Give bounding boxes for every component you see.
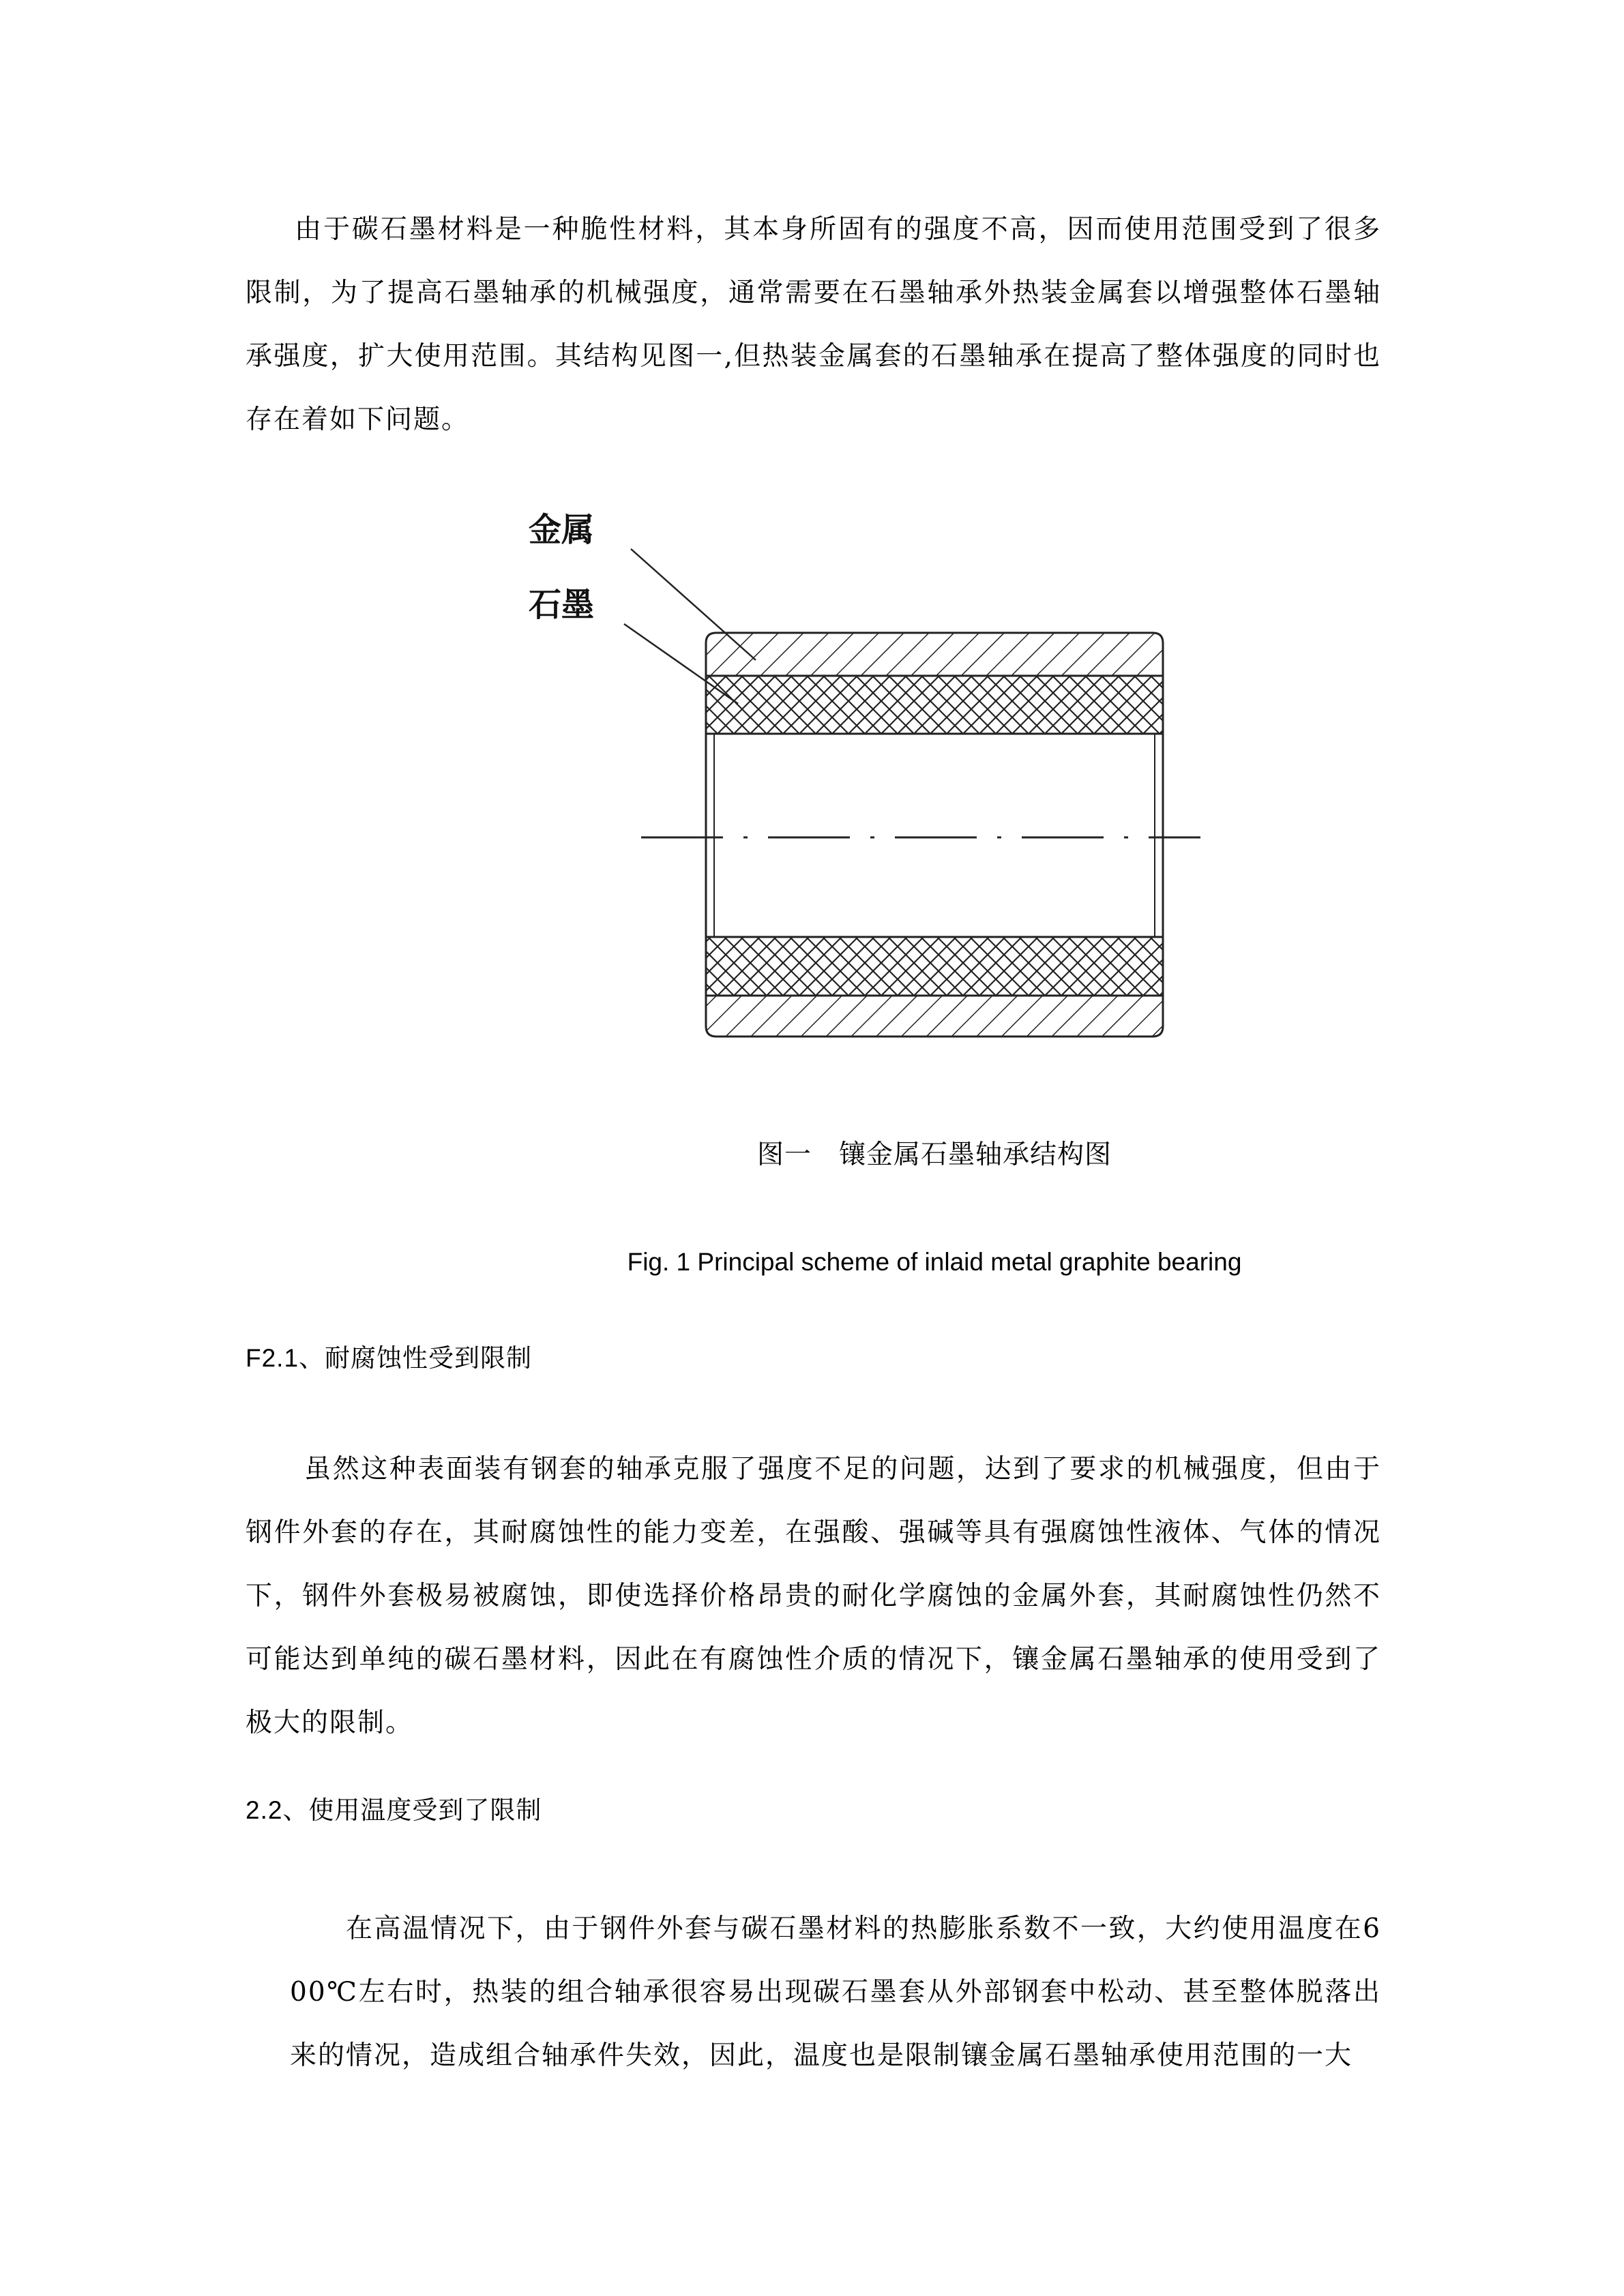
figure-caption-cn: 图一 镶金属石墨轴承结构图	[756, 1139, 1112, 1170]
figure-caption-en: Fig. 1 Principal scheme of inlaid metal graphite bearing	[627, 1248, 1242, 1276]
section-title: 、耐腐蚀性受到限制	[299, 1343, 533, 1373]
section-heading-2-1	[246, 1341, 532, 1375]
intro-paragraph: 由于碳石墨材料是一种脆性材料，其本身所固有的强度不高，因而使用范围受到了很多限制，为了提高石墨轴承的机械强度，通常需要在石墨轴承外热装金属套以增强整体石墨轴承强度，扩大使用范围。其结构见图一,但热装金属套的石墨轴承在提高了整体强度的同时也存在着如下问题。	[246, 214, 1381, 435]
top-metal-sleeve	[706, 633, 1163, 676]
section-number: F2.1	[246, 1344, 299, 1372]
top-graphite-sleeve	[706, 676, 1163, 734]
section-title: 、使用温度受到了限制	[282, 1795, 542, 1825]
section-2-2-paragraph: 在高温情况下，由于钢件外套与碳石墨材料的热膨胀系数不一致，大约使用温度在600℃左右时，热装的组合轴承很容易出现碳石墨套从外部钢套中松动、甚至整体脱落出来的情况，造成组合轴承件失效，因此，温度也是限制镶金属石墨轴承使用范围的一大	[290, 1913, 1381, 2071]
bottom-graphite-sleeve	[706, 937, 1163, 996]
figure-label-graphite: 石墨	[529, 586, 595, 624]
figure-label-metal: 金属	[529, 511, 595, 549]
bottom-metal-sleeve	[706, 996, 1163, 1037]
bore	[706, 734, 1163, 937]
section-heading-2-2	[246, 1793, 542, 1828]
section-2-1-paragraph: 虽然这种表面装有钢套的轴承克服了强度不足的问题，达到了要求的机械强度，但由于钢件外套的存在，其耐腐蚀性的能力变差，在强酸、强碱等具有强腐蚀性液体、气体的情况下，钢件外套极易被腐蚀，即使选择价格昂贵的耐化学腐蚀的金属外套，其耐腐蚀性仍然不可能达到单纯的碳石墨材料，因此在有腐蚀性介质的情况下，镶金属石墨轴承的使用受到了极大的限制。	[246, 1454, 1381, 1738]
bearing-structure-figure	[505, 505, 1214, 1064]
section-number: 2.2	[246, 1796, 283, 1824]
